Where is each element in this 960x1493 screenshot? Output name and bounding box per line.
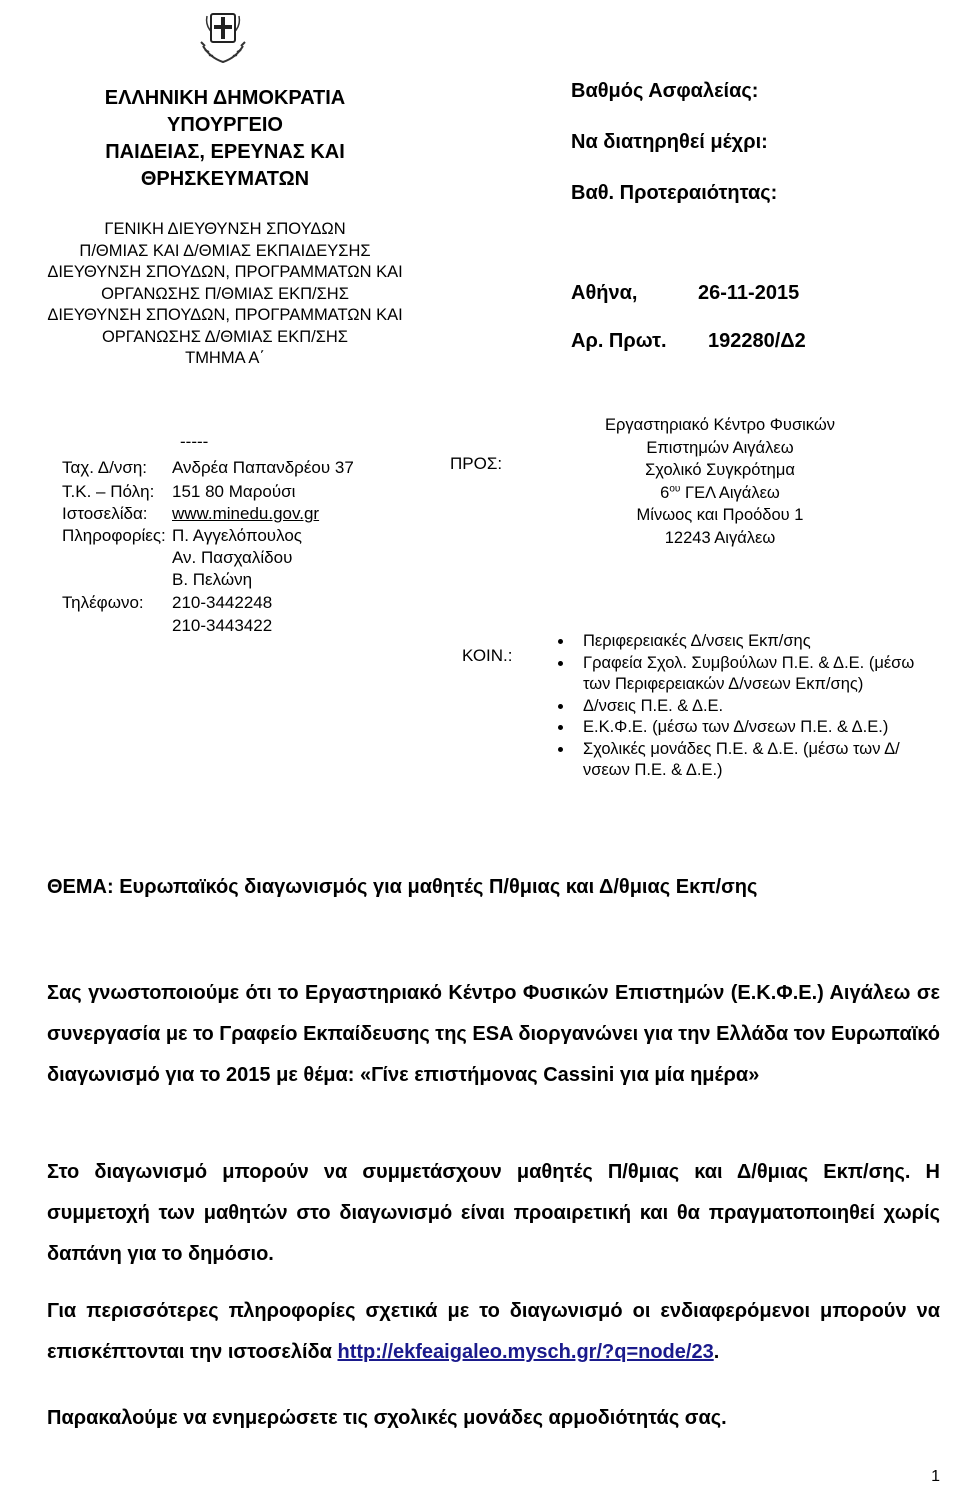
info-label: Πληροφορίες: bbox=[62, 526, 166, 545]
ministry-line: ΥΠΟΥΡΓΕΙΟ bbox=[167, 114, 283, 136]
website-link[interactable]: www.minedu.gov.gr bbox=[172, 504, 320, 523]
page-number: 1 bbox=[931, 1468, 940, 1485]
school-number: 6 bbox=[660, 483, 670, 502]
address-label: Ταχ. Δ/νση: bbox=[62, 458, 148, 477]
postal-label: Τ.Κ. – Πόλη: bbox=[62, 482, 155, 501]
ministry-line: ΘΡΗΣΚΕΥΜΑΤΩΝ bbox=[140, 168, 310, 190]
subject-line: ΘΕΜΑ: Ευρωπαϊκός διαγωνισμός για μαθητές Π/θμιας και Δ/θμιας Εκπ/σης bbox=[47, 876, 758, 898]
body-paragraph: Στο διαγωνισμό μπορούν να συμμετάσχουν μαθητές Π/θμιας και Δ/θμιας Εκπ/σης. Η συμμετοχή των μαθητών στο διαγωνισμό είναι προαιρετική και θα πραγματοποιηθεί χωρίς δαπάνη για το δημόσιο. bbox=[47, 1161, 940, 1265]
protocol-label: Αρ. Πρωτ. bbox=[571, 330, 667, 352]
body-paragraph: Παρακαλούμε να ενημερώσετε τις σχολικές μονάδες αρμοδιότητάς σας. bbox=[47, 1407, 727, 1429]
cc-list bbox=[557, 631, 917, 782]
directorate-line: ΔΙΕΥΘΥΝΣΗ ΣΠΟΥΔΩΝ, ΠΡΟΓΡΑΜΜΑΤΩΝ ΚΑΙ bbox=[47, 263, 403, 281]
greek-emblem-icon bbox=[197, 6, 249, 64]
directorate-line: Π/ΘΜΙΑΣ ΚΑΙ Δ/ΘΜΙΑΣ ΕΚΠΑΙΔΕΥΣΗΣ bbox=[79, 241, 371, 260]
directorate-line: ΟΡΓΑΝΩΣΗΣ Δ/ΘΜΙΑΣ ΕΚΠ/ΣΗΣ bbox=[101, 327, 349, 346]
recipient-address: Μίνωος και Προόδου 1 bbox=[636, 506, 804, 524]
cc-label: ΚΟΙΝ.: bbox=[462, 646, 513, 665]
recipient-school bbox=[540, 482, 900, 505]
cc-item: Περιφερειακές Δ/νσεις Εκπ/σης bbox=[557, 631, 917, 653]
recipient-block bbox=[540, 414, 900, 549]
protocol-number: 192280/Δ2 bbox=[708, 330, 806, 352]
directorate-line: ΟΡΓΑΝΩΣΗΣ Π/ΘΜΙΑΣ ΕΚΠ/ΣΗΣ bbox=[101, 284, 349, 303]
keep-until-label: Να διατηρηθεί μέχρι: bbox=[571, 131, 768, 153]
contact-separator: ----- bbox=[180, 432, 209, 451]
to-label: ΠΡΟΣ: bbox=[450, 454, 503, 473]
body-paragraph bbox=[47, 1291, 940, 1373]
phone-value: 210-3443422 bbox=[172, 616, 273, 635]
info-name: Β. Πελώνη bbox=[172, 570, 253, 589]
school-ordinal: ου bbox=[669, 483, 681, 494]
place-label: Αθήνα, bbox=[571, 282, 638, 304]
cc-item: Σχολικές μονάδες Π.Ε. & Δ.Ε. (μέσω των Δ/νσεων Π.Ε. & Δ.Ε.) bbox=[557, 739, 917, 782]
address-value: Ανδρέα Παπανδρέου 37 bbox=[172, 458, 354, 477]
phone-label: Τηλέφωνο: bbox=[62, 593, 144, 612]
directorate-line: ΤΜΗΜΑ Α΄ bbox=[185, 349, 265, 367]
cc-item: Γραφεία Σχολ. Συμβούλων Π.Ε. & Δ.Ε. (μέσω των Περιφερειακών Δ/νσεων Εκπ/σης) bbox=[557, 653, 917, 696]
competition-link[interactable]: http://ekfeaigaleo.mysch.gr/?q=node/23 bbox=[337, 1341, 714, 1363]
directorate-line: ΓΕΝΙΚΗ ΔΙΕΥΘΥΝΣΗ ΣΠΟΥΔΩΝ bbox=[104, 220, 346, 238]
ministry-line: ΠΑΙΔΕΙΑΣ, ΕΡΕΥΝΑΣ ΚΑΙ bbox=[105, 141, 345, 163]
ministry-line: ΕΛΛΗΝΙΚΗ ΔΗΜΟΚΡΑΤΙΑ bbox=[104, 87, 346, 109]
info-name: Π. Αγγελόπουλος bbox=[172, 526, 302, 545]
priority-label: Βαθ. Προτεραιότητας: bbox=[571, 182, 778, 204]
recipient-line: Εργαστηριακό Κέντρο Φυσικών bbox=[605, 416, 835, 434]
directorate-header bbox=[40, 219, 410, 370]
school-name: ΓΕΛ Αιγάλεω bbox=[680, 483, 780, 502]
protocol-row bbox=[571, 330, 806, 353]
recipient-line: Επιστημών Αιγάλεω bbox=[646, 438, 794, 457]
cc-item: Δ/νσεις Π.Ε. & Δ.Ε. bbox=[557, 696, 917, 718]
cc-item: Ε.Κ.Φ.Ε. (μέσω των Δ/νσεων Π.Ε. & Δ.Ε.) bbox=[557, 717, 917, 739]
paragraph-text: Για περισσότερες πληροφορίες σχετικά με το διαγωνισμό οι ενδιαφερόμενοι μπορούν να επισκέπτονται την ιστοσελίδα bbox=[47, 1300, 940, 1363]
info-name: Αν. Πασχαλίδου bbox=[172, 548, 293, 567]
website-label: Ιστοσελίδα: bbox=[62, 504, 148, 523]
phone-value: 210-3442248 bbox=[172, 593, 273, 612]
place-date-row bbox=[571, 282, 800, 305]
postal-value: 151 80 Μαρούσι bbox=[172, 482, 296, 501]
recipient-address: 12243 Αιγάλεω bbox=[664, 528, 776, 547]
ministry-header bbox=[40, 85, 410, 193]
body-paragraph: Σας γνωστοποιούμε ότι το Εργαστηριακό Κέντρο Φυσικών Επιστημών (Ε.Κ.Φ.Ε.) Αιγάλεω σε συνεργασία με το Γραφείο Εκπαίδευσης της ESA διοργανώνει για την Ελλάδα τον Ευρωπαϊκό διαγωνισμό για το 2015 με θέμα: «Γίνε επιστήμονας Cassini για μία ημέρα» bbox=[47, 982, 940, 1086]
security-grade-label: Βαθμός Ασφαλείας: bbox=[571, 80, 759, 102]
directorate-line: ΔΙΕΥΘΥΝΣΗ ΣΠΟΥΔΩΝ, ΠΡΟΓΡΑΜΜΑΤΩΝ ΚΑΙ bbox=[47, 306, 403, 324]
paragraph-end: . bbox=[713, 1341, 720, 1363]
recipient-line: Σχολικό Συγκρότημα bbox=[645, 461, 795, 479]
document-date: 26-11-2015 bbox=[698, 282, 800, 304]
